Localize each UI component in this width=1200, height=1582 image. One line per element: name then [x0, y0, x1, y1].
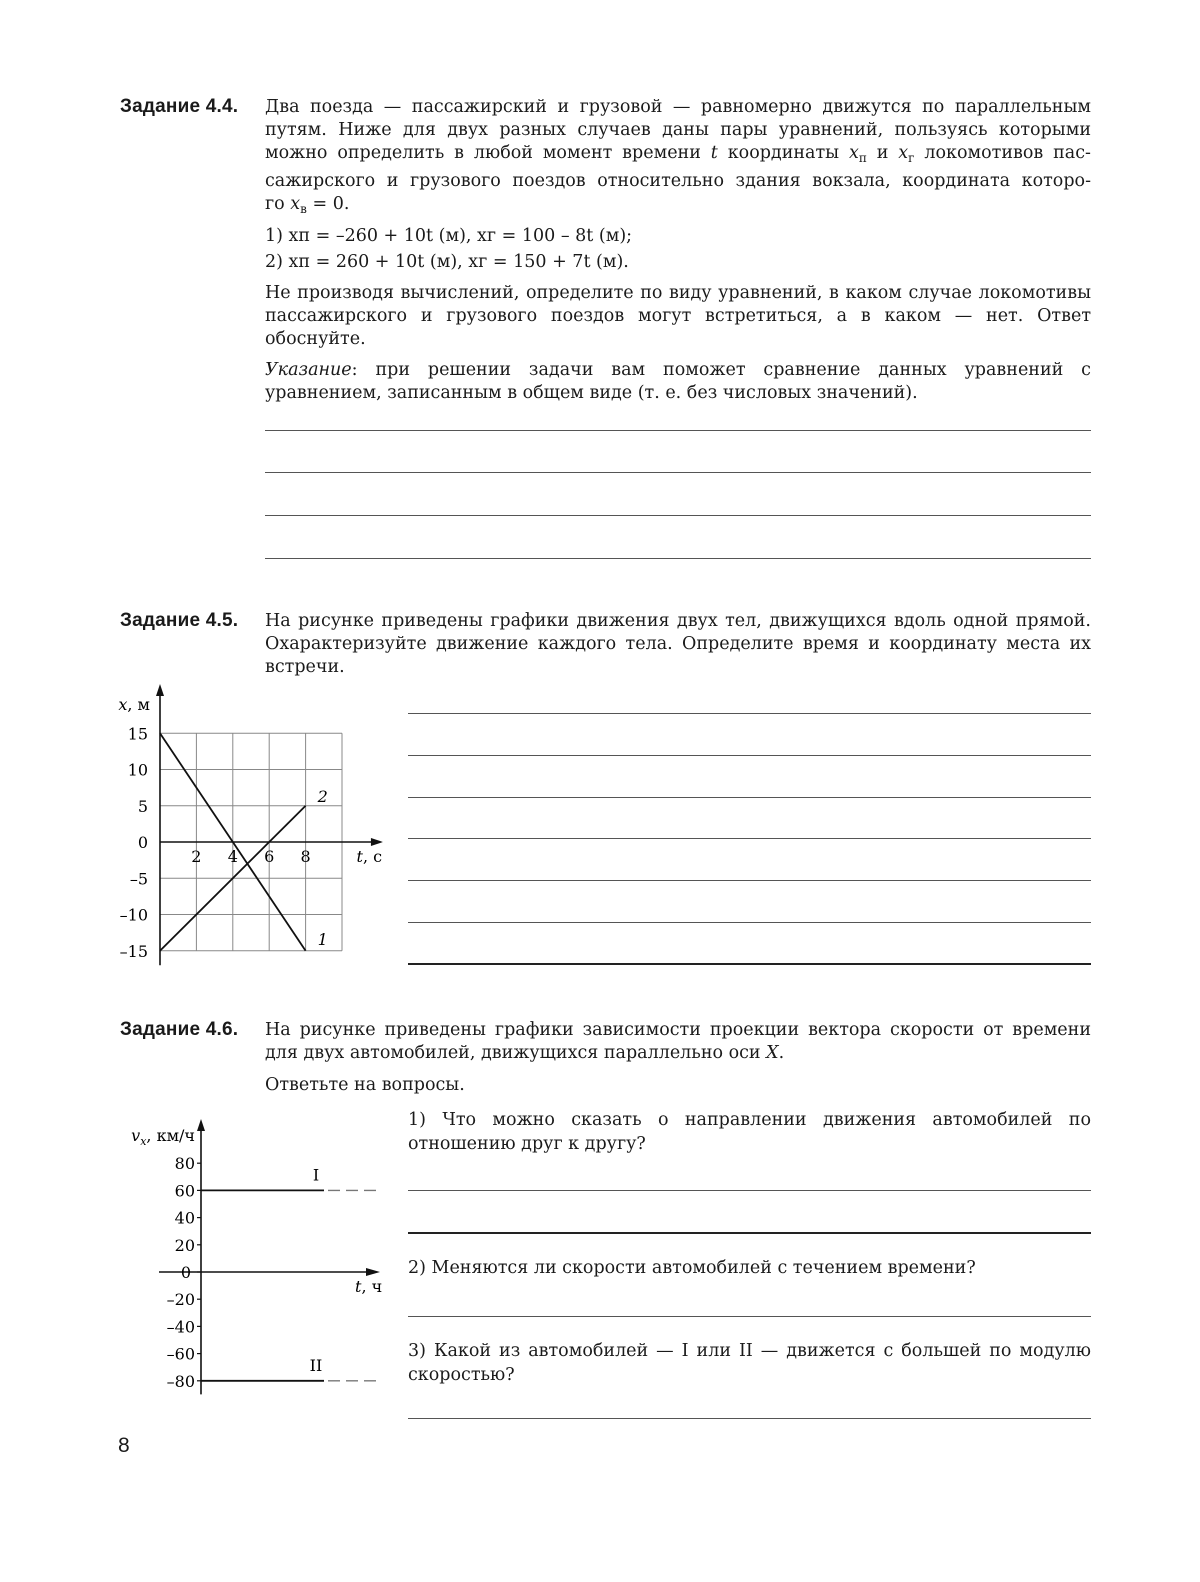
question-3: 3) Какой из автомобилей — I или II — движется с большей по модулю скоростью?: [408, 1341, 1091, 1385]
x-axis-arrow: [366, 1268, 380, 1276]
task-4-4-question: Не производя вычислений, определите по виду уравнений, в каком случае локомотивы пассажирского и грузового поездов могут встретиться, а в каком — нет. Ответ обоснуйте.: [265, 283, 1091, 349]
task-4-5-text: На рисунке приведены графики движения двух тел, движущихся вдоль одной прямой. Охарактеризуйте движение каждого тела. Определите время и координату места их встречи.: [265, 611, 1091, 677]
answer-line[interactable]: [408, 922, 1091, 923]
text-run: На рисунке приведены графики зависимости проекции вектора скорости от времени для двух автомобилей, движущихся параллельно оси: [265, 1020, 1091, 1063]
x-axis-label: t, ч: [355, 1277, 383, 1296]
question-1: 1) Что можно сказать о направлении движения автомобилей по отношению друг к другу?: [408, 1110, 1091, 1154]
answer-line[interactable]: [408, 755, 1091, 756]
task-4-4-heading: Задание 4.4.: [120, 96, 239, 117]
series-label-I: I: [312, 1165, 320, 1185]
answer-line[interactable]: [408, 1316, 1091, 1317]
text-run: го: [265, 194, 285, 214]
position-time-chart: [100, 680, 400, 980]
answer-line[interactable]: [408, 797, 1091, 798]
text-run: и: [876, 143, 889, 163]
y-axis-arrow: [197, 1119, 205, 1131]
y-tick-label: 0: [180, 1263, 191, 1282]
series-label-II: II: [309, 1355, 323, 1375]
x-tick-label: 4: [227, 847, 238, 866]
answer-line[interactable]: [265, 558, 1091, 559]
y-tick-label: 80: [174, 1154, 195, 1174]
y-tick-label: 15: [127, 724, 148, 744]
y-tick-label: –20: [166, 1290, 195, 1310]
answer-line[interactable]: [408, 880, 1091, 881]
hint-text: : при решении задачи вам поможет сравнение данных уравнений с уравнением, записанным в общем виде (т. е. без числовых значений).: [265, 360, 1091, 403]
task-4-5-heading: Задание 4.5.: [120, 610, 239, 631]
y-tick-label: 20: [174, 1235, 195, 1255]
answer-line[interactable]: [408, 1190, 1091, 1191]
task-4-6-text: [265, 1019, 1091, 1065]
text-run: координаты: [727, 143, 840, 163]
y-tick-label: 0: [137, 833, 148, 852]
answer-line[interactable]: [408, 963, 1091, 965]
y-tick-label: –80: [166, 1371, 195, 1391]
answer-line[interactable]: [408, 713, 1091, 714]
y-tick-label: –60: [166, 1344, 195, 1364]
question-2: 2) Меняются ли скорости автомобилей с течением времени?: [408, 1258, 976, 1278]
x-tick-label: 6: [264, 847, 275, 866]
answer-line[interactable]: [265, 472, 1091, 473]
y-tick-label: –40: [166, 1317, 195, 1337]
hint-label: Указание: [265, 360, 352, 380]
axis-name: X: [766, 1043, 779, 1063]
task-4-4-line-4: сажирского и грузового поездов относительно здания вокзала, координата которо-: [265, 171, 1091, 191]
y-tick-label: –5: [129, 869, 148, 889]
task-4-4-line-3: можно определить в любой момент времени t координаты $x_п$ и $x_г$ локомотивов пас-: [265, 143, 1091, 165]
x-axis-label: t, с: [356, 847, 383, 866]
task-4-4-text: [265, 96, 1091, 405]
answer-line[interactable]: [265, 430, 1091, 431]
equation-1: 1) xп = –260 + 10t (м), xг = 100 – 8t (м);: [265, 226, 633, 246]
y-tick-label: 10: [127, 760, 148, 780]
page-number: 8: [118, 1434, 130, 1457]
answer-prompt: Ответьте на вопросы.: [265, 1075, 465, 1095]
series-label-2: 2: [317, 786, 328, 806]
y-tick-label: 40: [174, 1208, 195, 1228]
text-run: можно определить в любой момент времени: [265, 143, 701, 163]
answer-line[interactable]: [408, 1418, 1091, 1419]
equation-2: 2) xп = 260 + 10t (м), xг = 150 + 7t (м).: [265, 252, 629, 272]
text-run: локомотивов пас-: [924, 143, 1091, 163]
task-4-4-hint: [265, 359, 1091, 405]
y-axis-arrow: [156, 684, 164, 696]
text-run: = 0.: [312, 194, 350, 214]
task-4-4-line-1: Два поезда — пассажирский и грузовой — равномерно движутся по параллельным: [265, 97, 1091, 117]
text-run: .: [778, 1043, 785, 1063]
velocity-time-chart: [100, 1115, 400, 1415]
answer-line[interactable]: [408, 1232, 1091, 1234]
y-tick-label: 60: [174, 1181, 195, 1201]
answer-line[interactable]: [265, 515, 1091, 516]
task-4-4-line-5: го $x_в = 0$.: [265, 194, 350, 216]
y-axis-label: $v_x$, км/ч: [131, 1126, 195, 1148]
x-axis-arrow: [371, 838, 383, 846]
y-tick-label: 5: [137, 796, 148, 816]
task-4-4-line-2: путям. Ниже для двух разных случаев даны пары уравнений, пользуясь которыми: [265, 120, 1091, 140]
answer-line[interactable]: [408, 838, 1091, 839]
task-4-6-heading: Задание 4.6.: [120, 1019, 239, 1040]
x-tick-label: 8: [300, 847, 311, 866]
y-tick-label: –10: [119, 905, 148, 925]
x-tick-label: 2: [191, 847, 202, 866]
y-axis-label: x, м: [118, 695, 150, 714]
y-tick-label: –15: [119, 941, 148, 961]
series-label-1: 1: [317, 929, 328, 949]
